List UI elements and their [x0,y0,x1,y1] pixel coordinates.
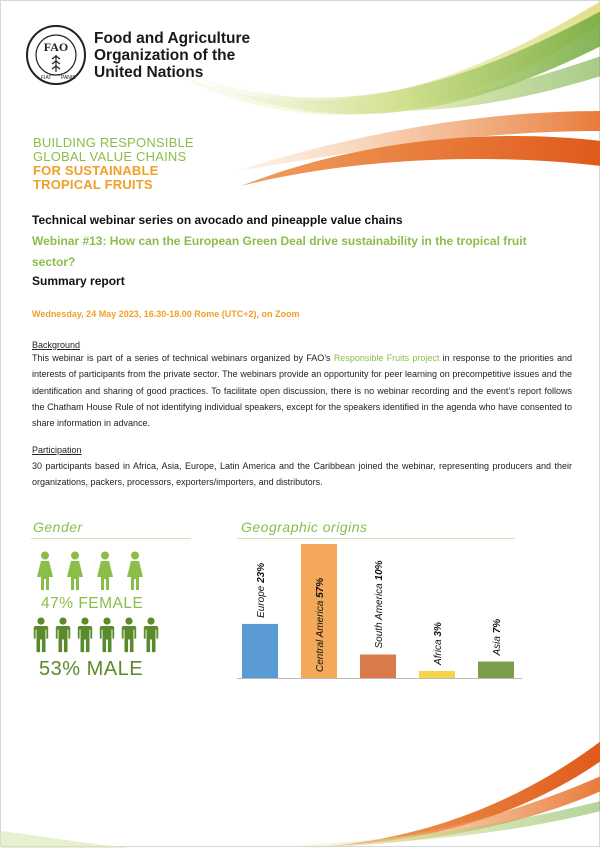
male-person-icon [97,617,117,653]
webinar-title: Webinar #13: How can the European Green Deal drive sustainability in the tropical fruit sector? [32,234,527,269]
background-text-2: in response to the priorities and interests of participants from the private sector. The webinars provide an opportunity for peer learning on precompetitive issues and the identification and sharing of good practices. To facilitate open discussion, there is no webinar recording and the event’s report follows the Chatham House Rule of not identifying individual speakers, except for the speakers identified in the agenda who have consented to share information in advance. [32,353,572,429]
male-person-icon [75,617,95,653]
female-percentage: 47% FEMALE [41,595,144,612]
male-percentage: 53% MALE [39,658,144,680]
female-person-icon [65,551,85,591]
brand-line-4: TROPICAL FRUITS [33,177,153,192]
female-person-icon [35,551,55,591]
male-person-icon [31,617,51,653]
bar-label-europe: Europe 23% [256,562,267,618]
geo-bar-chart [232,541,532,686]
svg-text:FAO: FAO [43,40,69,54]
bar-label-asia: Asia 7% [492,618,503,656]
bar-europe [242,624,278,678]
project-brand-title [33,136,194,192]
geo-label: Geographic origins [241,519,368,535]
responsible-fruits-link[interactable]: Responsible Fruits project [333,353,440,363]
male-icons [31,617,161,653]
background-paragraph [32,350,572,431]
participation-heading: Participation [32,445,82,455]
bar-africa [419,671,455,678]
male-person-icon [119,617,139,653]
bar-south-america [360,654,396,678]
org-name-line-3: United Nations [94,64,204,81]
bar-label-central-america: Central America 57% [315,577,326,672]
background-text-1: This webinar is part of a series of technical webinars organized by FAO’s [32,353,334,363]
participation-paragraph: 30 participants based in Africa, Asia, Europe, Latin America and the Caribbean joined the webinar, representing producers and their organizations, packers, processors, exporters/importers, and distributors. [32,461,572,488]
background-heading: Background [32,340,81,350]
bar-label-africa: Africa 3% [433,622,444,665]
date-line: Wednesday, 24 May 2023, 16.30-18.00 Rome (UTC+2), on Zoom [32,309,300,319]
org-name-line-2: Organization of the [94,47,236,64]
svg-text:FIAT: FIAT [41,75,52,81]
summary-label: Summary report [32,274,125,288]
bar-label-south-america: South America 10% [374,560,385,649]
female-person-icon [125,551,145,591]
male-person-icon [141,617,161,653]
brand-line-3: FOR SUSTAINABLE [33,163,159,178]
organization-name [94,30,250,81]
female-person-icon [95,551,115,591]
brand-line-2: GLOBAL VALUE CHAINS [33,149,187,164]
male-person-icon [53,617,73,653]
brand-line-1: BUILDING RESPONSIBLE [33,135,194,150]
svg-text:PANIS: PANIS [61,75,76,81]
fao-logo [25,24,87,86]
gender-label: Gender [33,519,83,535]
series-title: Technical webinar series on avocado and pineapple value chains [32,213,403,227]
org-name-line-1: Food and Agriculture [94,30,251,47]
female-icons [35,551,145,591]
gender-divider [31,538,191,539]
bar-asia [478,662,514,678]
geo-divider [237,538,515,539]
